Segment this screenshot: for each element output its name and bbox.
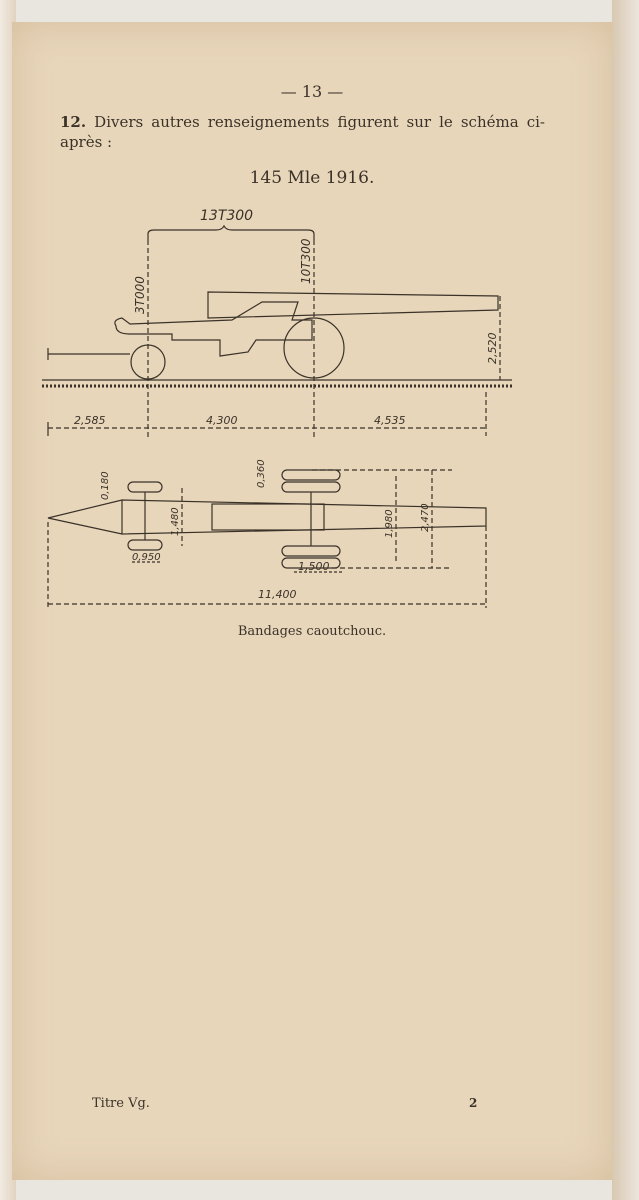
rear-wheel-top-right-a — [282, 546, 340, 556]
rear-wheel-top-left-a — [282, 470, 340, 480]
label-rear-tire-width: 0,360 — [256, 459, 267, 488]
paragraph-number: 12. — [60, 113, 87, 131]
paragraph-12 — [60, 112, 545, 152]
label-front-track: 1,480 — [170, 507, 181, 536]
label-overall-width: 2,470 — [420, 503, 431, 532]
front-wheel-top-left — [128, 482, 162, 492]
label-front-wheel-dia: 0,950 — [132, 552, 161, 563]
label-rear-wheel-dia: 1,500 — [298, 560, 330, 573]
technical-diagram — [12, 192, 612, 612]
document-page — [12, 22, 612, 1180]
label-height: 2,520 — [486, 332, 499, 364]
weight-bracket — [148, 226, 314, 240]
label-rear-weight: 10T300 — [299, 238, 313, 284]
label-dim-right: 4,535 — [374, 414, 406, 427]
top-view-cradle — [212, 504, 324, 530]
page-number: — 13 — — [280, 82, 344, 101]
label-dim-middle: 4,300 — [206, 414, 238, 427]
paragraph-text: Divers autres renseignements figurent sur le schéma ci-après : — [60, 113, 545, 151]
label-front-weight: 3T000 — [133, 276, 147, 314]
label-front-tire-width: 0,180 — [100, 471, 111, 500]
label-dim-left: 2,585 — [74, 414, 106, 427]
page-right-edge — [612, 0, 639, 1200]
label-total-weight: 13T300 — [200, 208, 254, 224]
barrel — [208, 292, 498, 318]
diagram-caption: Bandages caoutchouc. — [237, 624, 387, 639]
rear-wheel-top-left-b — [282, 482, 340, 492]
label-rear-track: 1,980 — [384, 509, 395, 538]
label-overall-length: 11,400 — [258, 588, 297, 601]
footer-signature: 2 — [469, 1096, 478, 1110]
model-title: 145 Mle 1916. — [249, 168, 375, 188]
footer-title: Titre Vg. — [92, 1096, 150, 1111]
front-wheel-top-right — [128, 540, 162, 550]
